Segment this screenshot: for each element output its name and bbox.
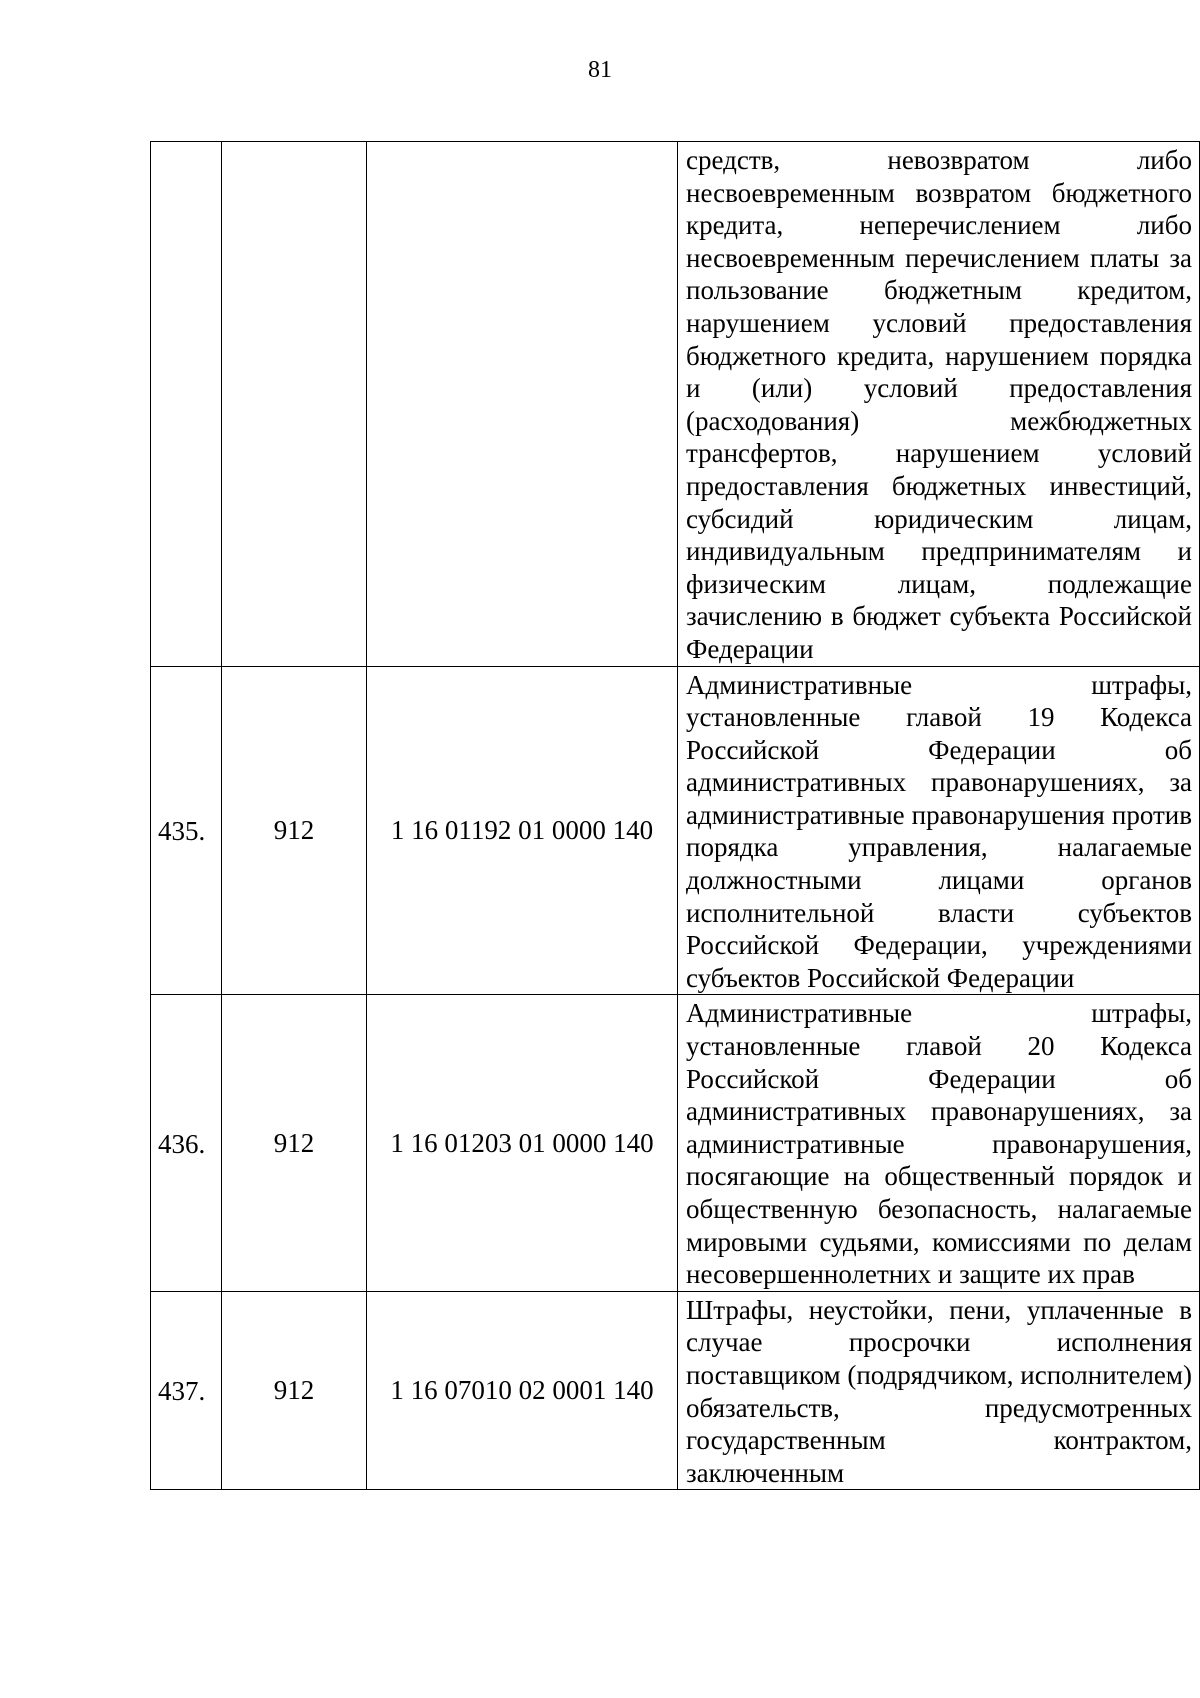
admin-code: 912 [222, 1291, 367, 1490]
row-number [151, 142, 222, 667]
row-number: 435. [151, 666, 222, 995]
page-number: 81 [588, 57, 612, 83]
budget-classification-code: 1 16 07010 02 0001 140 [367, 1291, 678, 1490]
table-row [151, 142, 1200, 667]
budget-classification-code: 1 16 01192 01 0000 140 [367, 666, 678, 995]
admin-code [222, 142, 367, 667]
revenue-description: Административные штрафы, установленные главой 20 Кодекса Российской Федерации об административных правонарушениях, за административные правонарушения, посягающие на общественный порядок и общественную безопасность, налагаемые мировыми судьями, комиссиями по делам несовершеннолетних и защите их прав [678, 995, 1200, 1291]
admin-code: 912 [222, 666, 367, 995]
revenue-description: средств, невозвратом либо несвоевременным возвратом бюджетного кредита, неперечислением либо несвоевременным перечислением платы за пользование бюджетным кредитом, нарушением условий предоставления бюджетного кредита, нарушением порядка и (или) условий предоставления (расходования) межбюджетных трансфертов, нарушением условий предоставления бюджетных инвестиций, субсидий юридическим лицам, индивидуальным предпринимателям и физическим лицам, подлежащие зачислению в бюджет субъекта Российской Федерации [678, 142, 1200, 667]
revenue-description: Штрафы, неустойки, пени, уплаченные в случае просрочки исполнения поставщиком (подрядчиком, исполнителем) обязательств, предусмотренных государственным контрактом, заключенным [678, 1291, 1200, 1490]
row-number: 437. [151, 1291, 222, 1490]
table-row [151, 666, 1200, 995]
budget-classification-code [367, 142, 678, 667]
table-row [151, 995, 1200, 1291]
budget-codes-table [150, 141, 1200, 1490]
admin-code: 912 [222, 995, 367, 1291]
row-number: 436. [151, 995, 222, 1291]
revenue-description: Административные штрафы, установленные главой 19 Кодекса Российской Федерации об административных правонарушениях, за административные правонарушения против порядка управления, налагаемые должностными лицами органов исполнительной власти субъектов Российской Федерации, учреждениями субъектов Российской Федерации [678, 666, 1200, 995]
budget-classification-code: 1 16 01203 01 0000 140 [367, 995, 678, 1291]
table-row [151, 1291, 1200, 1490]
